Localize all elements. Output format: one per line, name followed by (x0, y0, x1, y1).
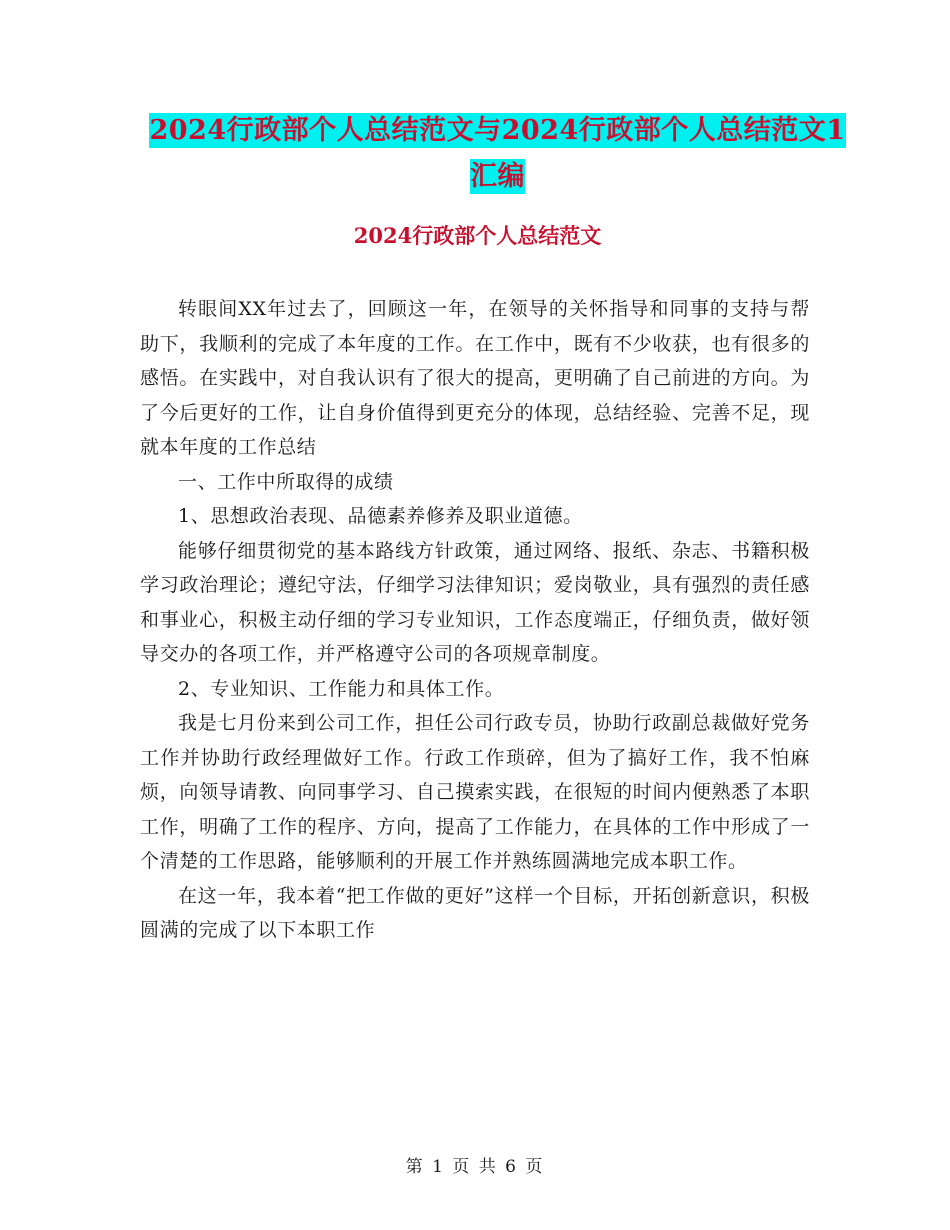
heading-achievements: 一、工作中所取得的成绩 (178, 470, 394, 493)
heading-professional-knowledge: 2、专业知识、工作能力和具体工作。 (178, 677, 505, 700)
document-title-text: 2024行政部个人总结范文与2024行政部个人总结范文1汇编 (149, 115, 846, 192)
section-title: 2024行政部个人总结范文 (353, 223, 602, 248)
paragraph-this-year: 在这一年，我本着“把工作做的更好”这样一个目标，开拓创新意识，积极圆满的完成了以下本职工作 (140, 884, 810, 941)
heading-political-performance: 1、思想政治表现、品德素养修养及职业道德。 (178, 505, 583, 527)
paragraph-professional-knowledge: 我是七月份来到公司工作，担任公司行政专员，协助行政副总裁做好党务工作并协助行政经理做好工作。行政工作琐碎，但为了搞好工作，我不怕麻烦，向领导请教、向同事学习、自己摸索实践，在很短的时间内便熟悉了本职工作，明确了工作的程序、方向，提高了工作能力，在具体的工作中形成了一个清楚的工作思路，能够顺利的开展工作并熟练圆满地完成本职工作。 (140, 712, 810, 872)
document-body (140, 292, 810, 948)
paragraph-intro: 转眼间XX年过去了，回顾这一年，在领导的关怀指导和同事的支持与帮助下，我顺利的完成了本年度的工作。在工作中，既有不少收获，也有很多的感悟。在实践中，对自我认识有了很大的提高，更明确了自己前进的方向。为了今后更好的工作，让自身价值得到更充分的体现，总结经验、完善不足，现就本年度的工作总结 (140, 298, 810, 458)
page-number: 第 1 页 共 6 页 (405, 1157, 545, 1177)
paragraph-political-performance: 能够仔细贯彻党的基本路线方针政策，通过网络、报纸、杂志、书籍积极学习政治理论；遵纪守法，仔细学习法律知识；爱岗敬业，具有强烈的责任感和事业心，积极主动仔细的学习专业知识，工作态度端正，仔细负责，做好领导交办的各项工作，并严格遵守公司的各项规章制度。 (140, 539, 810, 665)
document-title (140, 108, 855, 200)
